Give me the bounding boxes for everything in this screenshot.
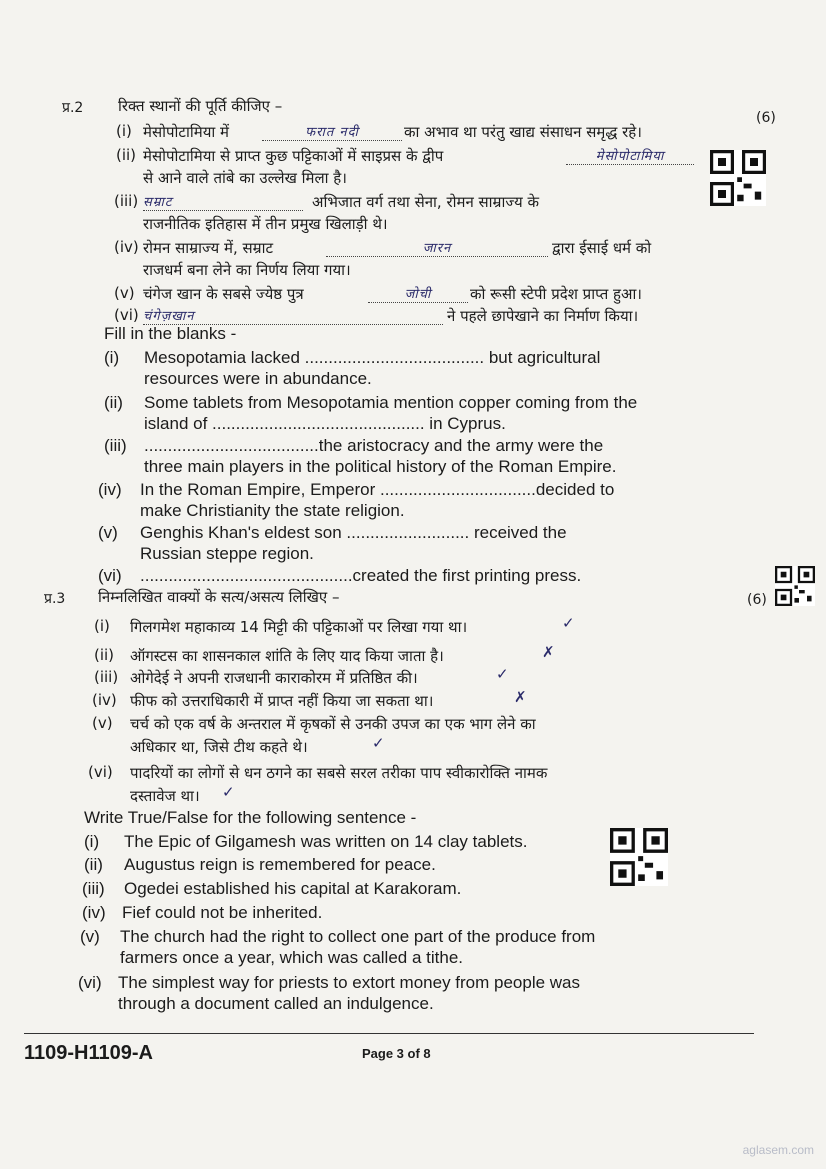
q2-h4-text-c: राजधर्म बना लेने का निर्णय लिया गया। (143, 261, 351, 279)
q2-h2-text-b: से आने वाले तांबे का उल्लेख मिला है। (143, 169, 347, 187)
item-number: (iii) (82, 879, 105, 898)
item-number: (v) (80, 927, 100, 946)
item-number: (ii) (84, 855, 103, 874)
q3-hindi-instruction: निम्नलिखित वाक्यों के सत्य/असत्य लिखिए – (98, 588, 340, 606)
q3-h2-text: ऑगस्टस का शासनकाल शांति के लिए याद किया जाता है। (130, 647, 444, 665)
q2-h5-text-a: चंगेज खान के सबसे ज्येष्ठ पुत्र (143, 285, 304, 303)
item-number: (iv) (114, 238, 139, 256)
item-number: (iv) (92, 691, 117, 709)
item-number: (iv) (98, 480, 122, 499)
item-number: (v) (114, 284, 135, 302)
item-number: (i) (104, 348, 120, 367)
q2-e2-line2: island of ............................................. in Cyprus. (144, 414, 506, 433)
qr-code-icon (610, 828, 668, 886)
q3-h3-text: ओगेदेई ने अपनी राजधानी काराकोरम में प्रतिष्ठित की। (130, 669, 418, 687)
item-number: (vi) (114, 306, 139, 324)
q3-english-instruction: Write True/False for the following sentence - (84, 808, 417, 827)
q2-h5-text-b: को रूसी स्टेपी प्रदेश प्राप्त हुआ। (470, 285, 642, 303)
q2-e4-line1: In the Roman Empire, Emperor .................................decided to (140, 480, 615, 499)
q2-h6-text-a: ने पहले छापेखाने का निर्माण किया। (447, 307, 639, 325)
question-3-number: प्र.3 (44, 591, 66, 607)
q2-e2-line1: Some tablets from Mesopotamia mention copper coming from the (144, 393, 638, 412)
q2-e3-line2: three main players in the political history of the Roman Empire. (144, 457, 617, 476)
q2-e4-line2: make Christianity the state religion. (140, 501, 405, 520)
q2-h4-text-a: रोमन साम्राज्य में, सम्राट (143, 239, 274, 257)
q2-h5-answer: जोची (368, 284, 468, 303)
q2-e5-line2: Russian steppe region. (140, 544, 314, 563)
q3-h4-text: फीफ को उत्तराधिकारी में प्राप्त नहीं किया जा सकता था। (130, 692, 434, 710)
watermark: aglasem.com (742, 1143, 814, 1157)
q2-h2-text-a: मेसोपोटामिया से प्राप्त कुछ पट्टिकाओं में साइप्रस के द्वीप (143, 147, 444, 165)
item-number: (v) (98, 523, 118, 542)
grader-mark: ✗ (514, 689, 527, 706)
q2-h1-text-b: का अभाव था परंतु खाद्य संसाधन समृद्ध रहे। (404, 123, 642, 141)
item-number: (ii) (94, 646, 115, 664)
grader-mark: ✓ (222, 784, 235, 801)
q3-h6-line2: दस्तावेज था। (130, 787, 200, 805)
item-number: (iii) (114, 192, 139, 210)
q2-e5-line1: Genghis Khan's eldest son .......................... received the (140, 523, 567, 542)
q3-h6-line1: पादरियों का लोगों से धन ठगने का सबसे सरल तरीका पाप स्वीकारोक्ति नामक (130, 764, 548, 782)
footer-divider (24, 1033, 754, 1034)
q3-marks: (6) (747, 592, 767, 608)
q2-h1-answer: फरात नदी (262, 122, 402, 141)
q2-e1-line1: Mesopotamia lacked ...................................... but agricultural (144, 348, 601, 367)
qr-code-icon (775, 566, 815, 606)
item-number: (iii) (94, 668, 119, 686)
page-number: Page 3 of 8 (362, 1046, 431, 1061)
item-number: (vi) (78, 973, 102, 992)
item-number: (i) (84, 832, 100, 851)
paper-code: 1109-H1109-A (24, 1042, 153, 1064)
qr-code-icon (710, 150, 766, 206)
item-number: (ii) (116, 146, 137, 164)
q2-h2-answer: मेसोपोटामिया (566, 146, 694, 165)
grader-mark: ✗ (542, 644, 555, 661)
q2-marks: (6) (756, 110, 776, 126)
q2-english-instruction: Fill in the blanks - (104, 324, 237, 343)
item-number: (v) (92, 714, 113, 732)
item-number: (vi) (98, 566, 122, 585)
q2-h3-answer: सम्राट (143, 192, 303, 211)
item-number: (iii) (104, 436, 127, 455)
q3-e4-line1: Fief could not be inherited. (122, 903, 323, 922)
q3-e6-line2: through a document called an indulgence. (118, 994, 434, 1013)
q3-e1-line1: The Epic of Gilgamesh was written on 14 clay tablets. (124, 832, 528, 851)
q2-e3-line1: .....................................the aristocracy and the army were the (144, 436, 604, 455)
item-number: (i) (94, 617, 110, 635)
grader-mark: ✓ (496, 666, 509, 683)
q2-h3-text-a: अभिजात वर्ग तथा सेना, रोमन साम्राज्य के (312, 193, 539, 211)
grader-mark: ✓ (562, 615, 575, 632)
q2-h4-answer: जारन (326, 238, 548, 257)
q3-e2-line1: Augustus reign is remembered for peace. (124, 855, 436, 874)
question-2-number: प्र.2 (62, 100, 84, 116)
q2-h3-text-b: राजनीतिक इतिहास में तीन प्रमुख खिलाड़ी थे। (143, 215, 388, 233)
item-number: (vi) (88, 763, 113, 781)
q3-e5-line1: The church had the right to collect one part of the produce from (120, 927, 596, 946)
q3-h5-line2: अधिकार था, जिसे टीथ कहते थे। (130, 738, 308, 756)
grader-mark: ✓ (372, 735, 385, 752)
item-number: (ii) (104, 393, 123, 412)
q3-h1-text: गिलगमेश महाकाव्य 14 मिट्टी की पट्टिकाओं पर लिखा गया था। (130, 618, 468, 636)
q2-e6-line1: .............................................created the first printing press. (140, 566, 582, 585)
item-number: (i) (116, 122, 132, 140)
q2-h4-text-b: द्वारा ईसाई धर्म को (552, 239, 652, 257)
q2-e1-line2: resources were in abundance. (144, 369, 372, 388)
q3-e3-line1: Ogedei established his capital at Karakoram. (124, 879, 462, 898)
item-number: (iv) (82, 903, 106, 922)
q3-h5-line1: चर्च को एक वर्ष के अन्तराल में कृषकों से उनकी उपज का एक भाग लेने का (130, 715, 536, 733)
q2-h1-text-a: मेसोपोटामिया में (143, 123, 230, 141)
q2-h6-answer: चंगेज़खान (143, 306, 443, 325)
q3-e5-line2: farmers once a year, which was called a tithe. (120, 948, 463, 967)
q2-hindi-instruction: रिक्त स्थानों की पूर्ति कीजिए – (118, 97, 283, 115)
q3-e6-line1: The simplest way for priests to extort money from people was (118, 973, 581, 992)
